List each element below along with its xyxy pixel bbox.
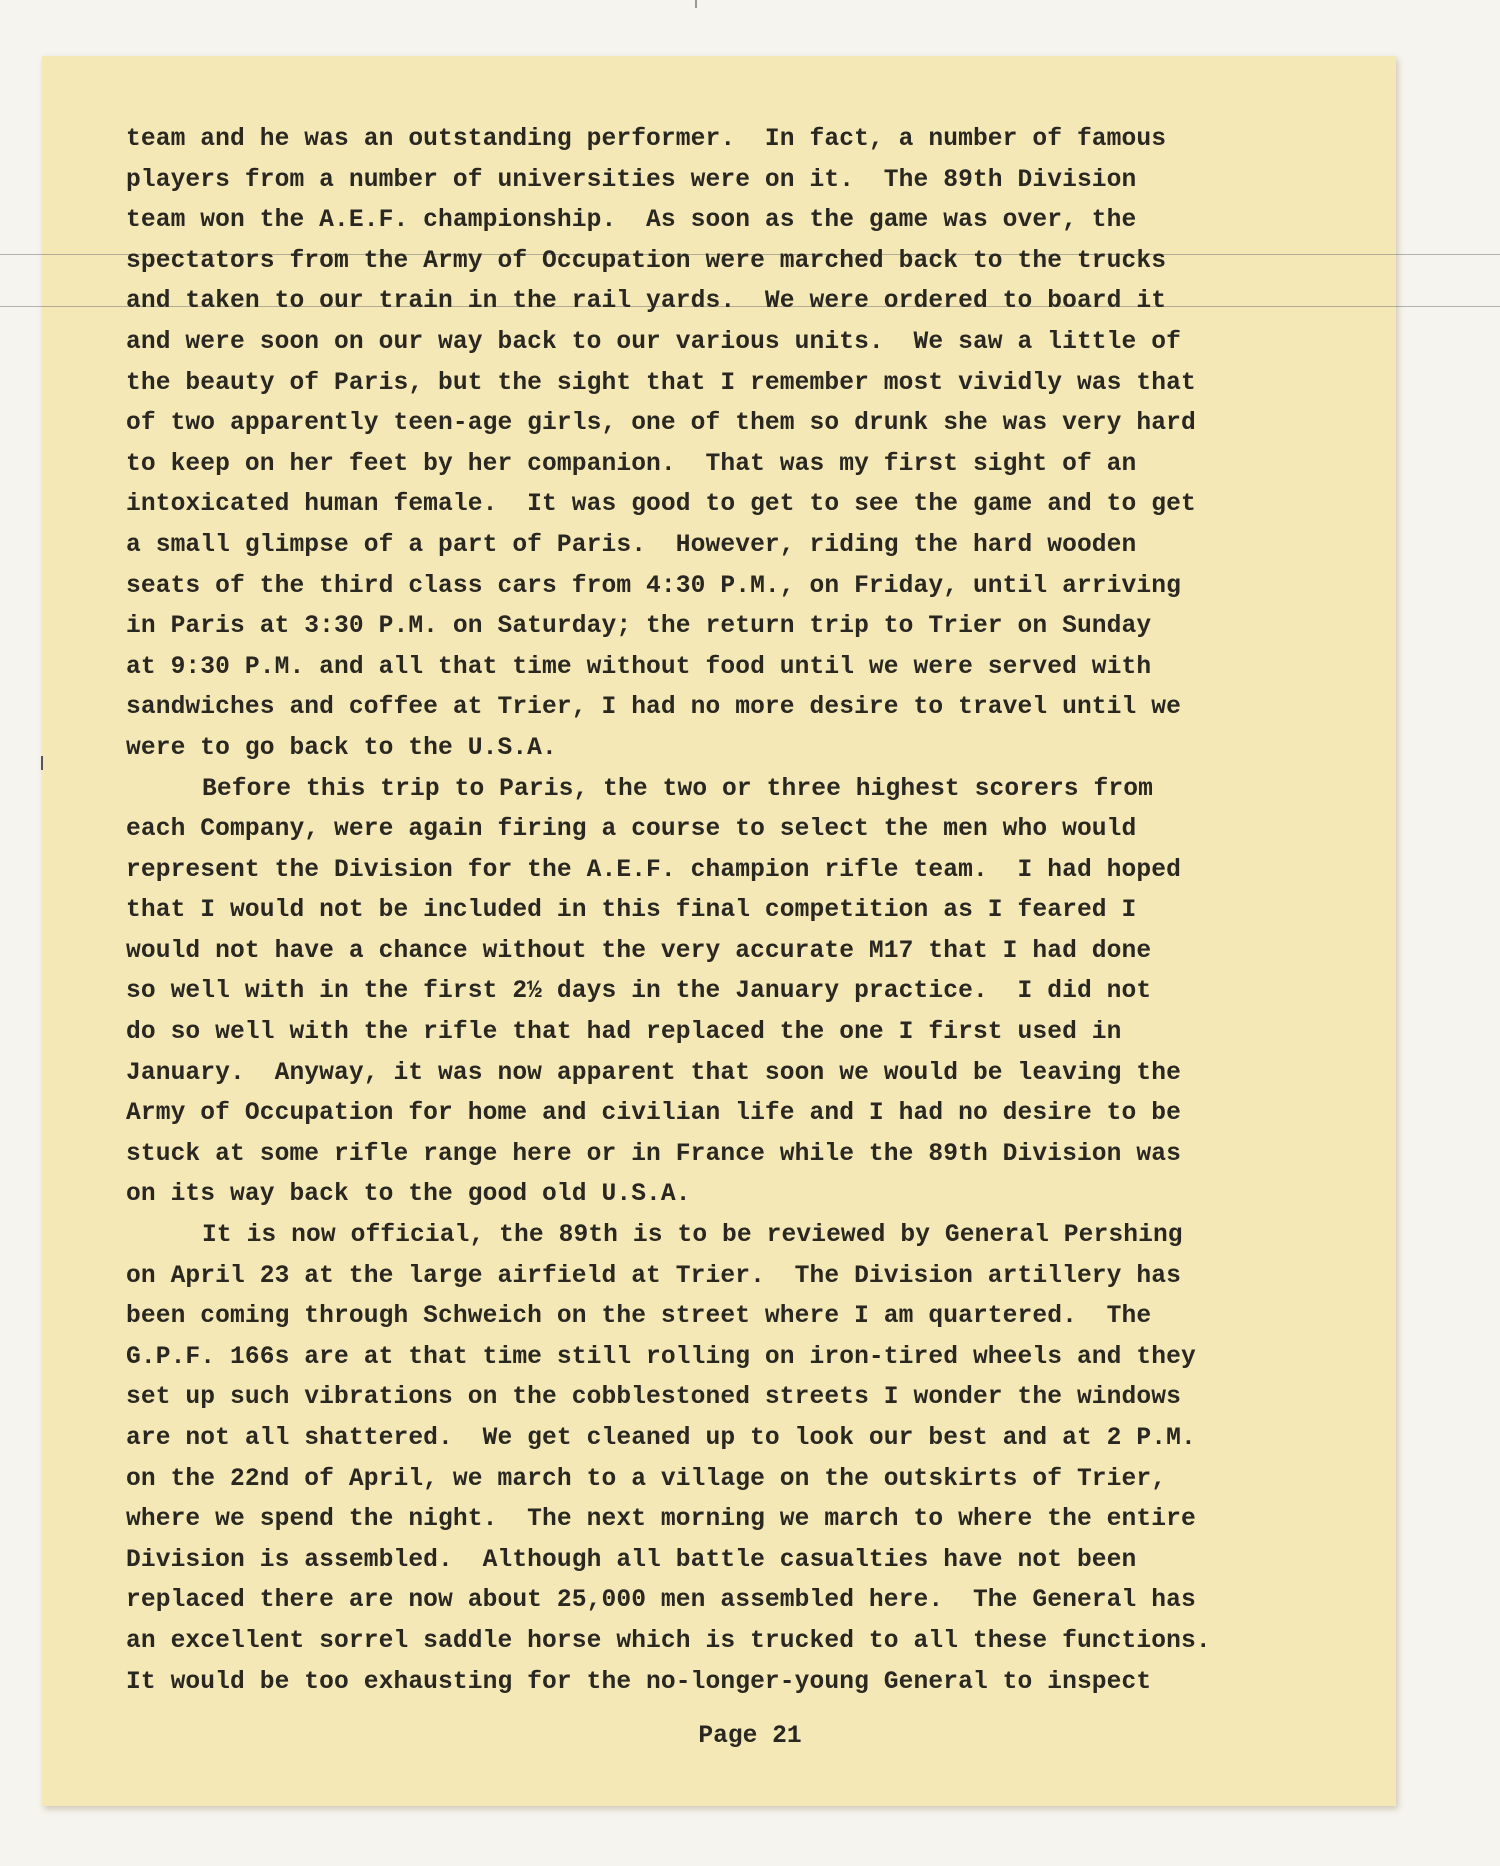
text-line: at 9:30 P.M. and all that time without food until we were served with [126,653,1152,681]
margin-mark [41,756,43,770]
text-line [126,1216,1346,1257]
text-line: January. Anyway, it was now apparent that soon we would be leaving the [126,1059,1181,1087]
text-line: team won the A.E.F. championship. As soon as the game was over, the [126,207,1137,235]
text-line: of two apparently teen-age girls, one of them so drunk she was very hard [126,410,1196,438]
text-line: seats of the third class cars from 4:30 P.M., on Friday, until arriving [126,572,1181,600]
text-line: would not have a chance without the very accurate M17 that I had done [126,937,1152,965]
text-line: were to go back to the U.S.A. [126,734,557,762]
text-line: Division is assembled. Although all battle casualties have not been [126,1546,1137,1574]
text-line: a small glimpse of a part of Paris. However, riding the hard wooden [126,531,1137,559]
text-line: represent the Division for the A.E.F. champion rifle team. I had hoped [126,856,1181,884]
text-line: do so well with the rifle that had replaced the one I first used in [126,1019,1122,1047]
text-line: in Paris at 3:30 P.M. on Saturday; the return trip to Trier on Sunday [126,613,1152,641]
text-line: G.P.F. 166s are at that time still rolling on iron-tired wheels and they [126,1343,1196,1371]
page-number: Page 21 [698,1723,802,1750]
text-line: stuck at some rifle range here or in France while the 89th Division was [126,1140,1181,1168]
text-line: each Company, were again firing a course to select the men who would [126,816,1137,844]
text-line: are not all shattered. We get cleaned up to look our best and at 2 P.M. [126,1425,1196,1452]
text-line: spectators from the Army of Occupation were marched back to the trucks [126,247,1167,275]
typed-text-body [126,120,1346,1703]
text-line: and taken to our train in the rail yards. We were ordered to board it [126,288,1167,316]
scan-tick-mark [695,0,697,8]
text-line [126,770,1346,811]
text-line: replaced there are now about 25,000 men assembled here. The General has [126,1587,1196,1615]
text-line: the beauty of Paris, but the sight that I remember most vividly was that [126,369,1196,397]
text-line: players from a number of universities were on it. The 89th Division [126,166,1137,194]
text-line: that I would not be included in this final competition as I feared I [126,897,1137,925]
text-line-content: Before this trip to Paris, the two or three highest scorers from [202,775,1153,803]
text-line: and were soon on our way back to our various units. We saw a little of [126,328,1181,356]
text-line: team and he was an outstanding performer. In fact, a number of famous [126,126,1167,153]
text-line: on the 22nd of April, we march to a village on the outskirts of Trier, [126,1465,1167,1493]
text-line: on April 23 at the large airfield at Trier. The Division artillery has [126,1262,1181,1290]
text-line: set up such vibrations on the cobblestoned streets I wonder the windows [126,1384,1181,1412]
text-line: on its way back to the good old U.S.A. [126,1181,691,1209]
text-line: Army of Occupation for home and civilian life and I had no desire to be [126,1100,1181,1128]
text-line-content: It is now official, the 89th is to be reviewed by General Pershing [202,1222,1183,1250]
text-line: where we spend the night. The next morning we march to where the entire [126,1506,1196,1534]
text-line: so well with in the first 2½ days in the January practice. I did not [126,978,1152,1006]
text-line: intoxicated human female. It was good to get to see the game and to get [126,491,1196,519]
text-line: an excellent sorrel saddle horse which is trucked to all these functions. [126,1627,1211,1655]
text-line: It would be too exhausting for the no-longer-young General to inspect [126,1668,1152,1696]
text-line: been coming through Schweich on the street where I am quartered. The [126,1303,1152,1331]
text-line: to keep on her feet by her companion. That was my first sight of an [126,450,1137,478]
text-line: sandwiches and coffee at Trier, I had no more desire to travel until we [126,694,1181,722]
